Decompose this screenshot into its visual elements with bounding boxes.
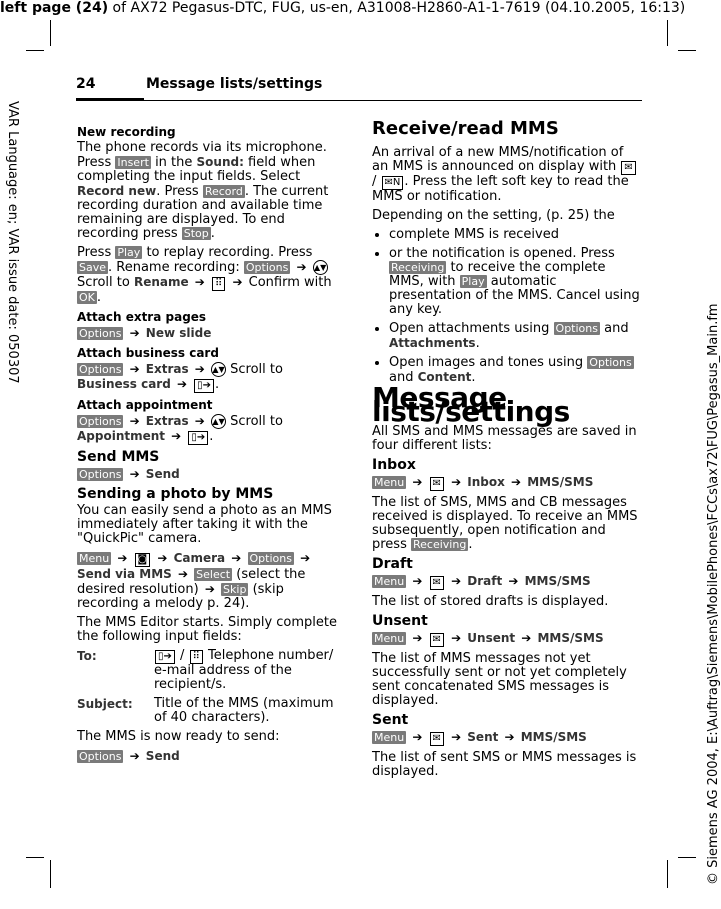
instruction: Menu ➔ ✉ ➔ Inbox ➔ MMS/SMS	[374, 475, 594, 489]
messages-icon: ✉	[430, 633, 444, 647]
options-key[interactable]: Options	[555, 322, 598, 335]
arrow-icon: ➔	[129, 326, 140, 340]
receiving-key[interactable]: Receiving	[413, 538, 467, 551]
arrow-icon: ➔	[451, 574, 462, 588]
arrow-icon: ➔	[412, 730, 423, 744]
menu-key[interactable]: Menu	[374, 575, 405, 588]
paragraph: An arrival of a new MMS/notification of an MMS is announced on display with ✉ / ✉N . Press the left soft key to read the MMS or notification.	[372, 146, 640, 204]
heading-draft: Draft	[372, 556, 413, 572]
arrow-icon: ➔	[521, 631, 532, 645]
arrow-icon: ➔	[508, 574, 519, 588]
heading-unsent: Unsent	[372, 613, 428, 629]
arrow-icon: ➔	[129, 362, 140, 376]
paragraph: You can easily send a photo as an MMS immediately after taking it with the "QuickPic" camera.	[77, 503, 332, 546]
arrow-icon: ➔	[412, 475, 423, 489]
field-to: To: ▯➔ / ⠿ Telephone number/ e-mail address of the recipient/s.	[77, 648, 334, 692]
crop-mark	[26, 50, 44, 51]
left-column	[77, 120, 345, 769]
arrow-icon: ➔	[177, 567, 189, 581]
instruction: Options ➔ Extras ➔ ▲▼ Scroll to Appointment ➔ ▯➔ .	[77, 414, 283, 444]
arrow-icon: ➔	[296, 260, 307, 274]
paragraph: The MMS Editor starts. Simply complete the following input fields:	[77, 615, 337, 644]
arrow-icon: ➔	[129, 467, 140, 481]
side-info-left: VAR Language: en; VAR issue date: 050307	[5, 101, 20, 384]
messages-icon: ✉	[430, 477, 444, 491]
crop-mark	[50, 860, 51, 888]
save-key[interactable]: Save	[79, 261, 107, 274]
arrow-icon: ➔	[194, 275, 205, 289]
crop-mark	[26, 857, 44, 858]
instruction: Menu ➔ ◙ ➔ Camera ➔ Options ➔ Send via MMS ➔ Select (select the desired resolution) ➔ Skip (skip recording a melody p. 24).	[77, 551, 311, 611]
arrow-icon: ➔	[117, 551, 128, 565]
arrow-icon: ➔	[300, 551, 311, 565]
heading-attach-card: Attach business card	[77, 346, 219, 360]
phonebook-icon: ▯➔	[188, 431, 208, 445]
options-key[interactable]: Options	[79, 327, 122, 340]
list-item: • complete MMS is received	[389, 228, 640, 242]
heading-send-mms: Send MMS	[77, 449, 160, 465]
arrow-icon: ➔	[129, 749, 140, 763]
heading-attach-extra: Attach extra pages	[77, 310, 207, 324]
list-item: • or the notification is opened. Press Receiving to receive the complete MMS, with Play automatic presentation of the MMS. Cancel using any key.	[389, 247, 640, 317]
crop-mark	[678, 50, 696, 51]
options-key[interactable]: Options	[79, 750, 122, 763]
arrow-icon: ➔	[171, 429, 182, 443]
page-number: 24	[76, 76, 96, 92]
receive-options-list	[372, 228, 640, 385]
paragraph: The MMS is now ready to send:	[77, 729, 280, 744]
arrow-icon: ➔	[231, 551, 242, 565]
paragraph: The list of sent SMS or MMS messages is displayed.	[372, 750, 637, 779]
arrow-icon: ➔	[157, 551, 168, 565]
heading-send-photo: Sending a photo by MMS	[77, 486, 274, 502]
options-key[interactable]: Options	[249, 552, 292, 565]
menu-key[interactable]: Menu	[374, 476, 405, 489]
arrow-icon: ➔	[504, 730, 515, 744]
arrow-icon: ➔	[412, 574, 423, 588]
heading-inbox: Inbox	[372, 457, 416, 473]
options-key[interactable]: Options	[79, 363, 122, 376]
paragraph: The phone records via its microphone. Press Insert in the Sound: field when completing the input fields. Select Record new. Press Record . The current recording duration and available time remaining are displayed. To end recording press Stop .	[77, 140, 329, 241]
mms-notification-icon: ✉N	[382, 176, 404, 190]
keypad-icon: ⠿	[190, 650, 203, 664]
instruction: Options ➔ New slide	[79, 326, 212, 340]
ok-key[interactable]: OK	[79, 291, 95, 304]
heading-new-recording: New recording	[77, 125, 176, 139]
instruction: Options ➔ Send	[79, 467, 180, 481]
navigation-key-icon: ▲▼	[211, 414, 226, 429]
instruction: Menu ➔ ✉ ➔ Draft ➔ MMS/SMS	[374, 574, 591, 588]
play-key[interactable]: Play	[461, 275, 485, 288]
field-subject: Subject: Title of the MMS (maximum of 40 characters).	[77, 696, 334, 725]
options-key[interactable]: Options	[79, 468, 122, 481]
record-key[interactable]: Record	[204, 185, 243, 198]
menu-key[interactable]: Menu	[79, 552, 110, 565]
messages-icon: ✉	[430, 732, 444, 746]
skip-key[interactable]: Skip	[223, 583, 247, 596]
stop-key[interactable]: Stop	[183, 227, 209, 240]
arrow-icon: ➔	[204, 582, 215, 596]
running-header: left page (24) of AX72 Pegasus-DTC, FUG, us-en, A31008-H2860-A1-1-7619 (04.10.2005, 16:13)	[0, 0, 686, 16]
navigation-key-icon: ▲▼	[211, 362, 226, 377]
arrow-icon: ➔	[451, 631, 462, 645]
instruction: Menu ➔ ✉ ➔ Unsent ➔ MMS/SMS	[374, 631, 604, 645]
paragraph: The list of MMS messages not yet successfully sent or not yet completely sent concatenated SMS messages is displayed.	[372, 651, 627, 708]
menu-key[interactable]: Menu	[374, 632, 405, 645]
paragraph: The list of SMS, MMS and CB messages received is displayed. To receive an MMS subsequently, open notification and press Receiving .	[372, 495, 638, 552]
menu-key[interactable]: Menu	[374, 731, 405, 744]
envelope-icon: ✉	[621, 161, 635, 175]
paragraph: All SMS and MMS messages are saved in four different lists:	[372, 424, 637, 453]
crop-mark	[667, 860, 668, 888]
arrow-icon: ➔	[176, 377, 188, 391]
navigation-key-icon: ▲▼	[313, 260, 328, 275]
options-key[interactable]: Options	[589, 356, 632, 369]
paragraph: Press Play to replay recording. Press Save . Rename recording: Options ➔ ▲▼ Scroll to Rename ➔ ⠿ ➔ Confirm with OK .	[77, 245, 332, 305]
paragraph: Depending on the setting, (p. 25) the	[372, 208, 615, 223]
instruction: Options ➔ Send	[79, 749, 180, 763]
heading-attach-appointment: Attach appointment	[77, 398, 213, 412]
arrow-icon: ➔	[451, 730, 462, 744]
crop-mark	[678, 857, 696, 858]
arrow-icon: ➔	[129, 414, 140, 428]
keypad-icon: ⠿	[212, 277, 225, 291]
title-rule	[144, 100, 642, 101]
options-key[interactable]: Options	[79, 415, 122, 428]
insert-key[interactable]: Insert	[117, 156, 149, 169]
play-key[interactable]: Play	[117, 246, 141, 259]
page-title: Message lists/settings	[146, 76, 323, 92]
heading-sent: Sent	[372, 712, 409, 728]
side-info-right: © Siemens AG 2004, E:\Auftrag\Siemens\MobilePhones\FCCs\ax72\FUG\Pegasus_Main.fm	[706, 303, 721, 885]
instruction: Menu ➔ ✉ ➔ Sent ➔ MMS/SMS	[374, 730, 587, 744]
instruction: Options ➔ Extras ➔ ▲▼ Scroll to Business card ➔ ▯➔ .	[77, 362, 283, 392]
arrow-icon: ➔	[412, 631, 423, 645]
arrow-icon: ➔	[451, 475, 462, 489]
options-key[interactable]: Options	[245, 261, 289, 274]
phonebook-icon: ▯➔	[155, 650, 175, 664]
list-item: • Open attachments using Options and Attachments.	[389, 322, 640, 351]
crop-mark	[50, 20, 51, 46]
paragraph: The list of stored drafts is displayed.	[372, 594, 609, 609]
page-number-bar	[76, 98, 144, 101]
right-column	[372, 120, 640, 784]
camera-icon: ◙	[135, 553, 151, 567]
crop-mark	[667, 20, 668, 46]
arrow-icon: ➔	[194, 414, 205, 428]
heading-receive-mms: Receive/read MMS	[372, 118, 559, 139]
arrow-icon: ➔	[511, 475, 522, 489]
messages-icon: ✉	[430, 576, 444, 590]
list-item: • Open images and tones using Options and Content.	[389, 356, 640, 385]
arrow-icon: ➔	[194, 362, 205, 376]
arrow-icon: ➔	[232, 275, 243, 289]
select-key[interactable]: Select	[196, 568, 231, 581]
receiving-key[interactable]: Receiving	[391, 261, 445, 274]
phonebook-icon: ▯➔	[194, 379, 214, 393]
heading-message-lists: Message lists/settings	[372, 381, 570, 428]
